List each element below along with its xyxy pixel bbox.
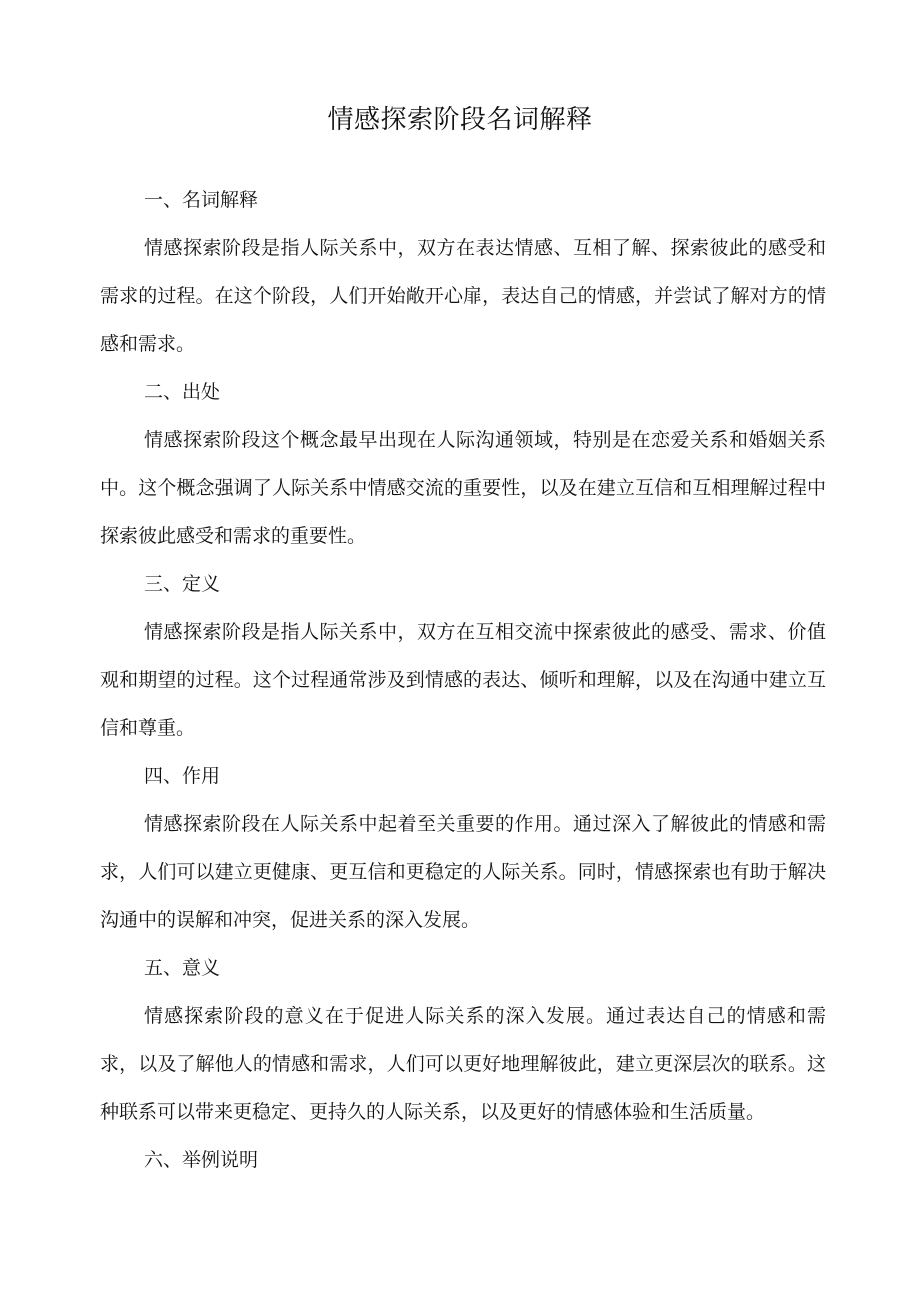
section-heading-examples: 六、举例说明 (144, 1149, 259, 1171)
section-heading-definition: 一、名词解释 (144, 189, 259, 211)
document-body (100, 176, 826, 1184)
section-heading-meaning: 三、定义 (144, 573, 221, 595)
section-heading-significance: 五、意义 (144, 957, 221, 979)
document-title: 情感探索阶段名词解释 (327, 105, 593, 135)
section-heading-function: 四、作用 (144, 765, 221, 787)
section-paragraph-meaning: 情感探索阶段是指人际关系中，双方在互相交流中探索彼此的感受、需求、价值观和期望的过程。这个过程通常涉及到情感的表达、倾听和理解，以及在沟通中建立互信和尊重。 (100, 621, 826, 739)
section-paragraph-origin: 情感探索阶段这个概念最早出现在人际沟通领域，特别是在恋爱关系和婚姻关系中。这个概念强调了人际关系中情感交流的重要性，以及在建立互信和互相理解过程中探索彼此感受和需求的重要性。 (100, 429, 826, 547)
section-paragraph-definition: 情感探索阶段是指人际关系中，双方在表达情感、互相了解、探索彼此的感受和需求的过程。在这个阶段，人们开始敞开心扉，表达自己的情感，并尝试了解对方的情感和需求。 (100, 237, 826, 355)
section-paragraph-function: 情感探索阶段在人际关系中起着至关重要的作用。通过深入了解彼此的情感和需求，人们可以建立更健康、更互信和更稳定的人际关系。同时，情感探索也有助于解决沟通中的误解和冲突，促进关系的深入发展。 (100, 813, 826, 931)
section-paragraph-significance: 情感探索阶段的意义在于促进人际关系的深入发展。通过表达自己的情感和需求，以及了解他人的情感和需求，人们可以更好地理解彼此，建立更深层次的联系。这种联系可以带来更稳定、更持久的人际关系，以及更好的情感体验和生活质量。 (100, 1005, 826, 1123)
section-heading-origin: 二、出处 (144, 381, 221, 403)
